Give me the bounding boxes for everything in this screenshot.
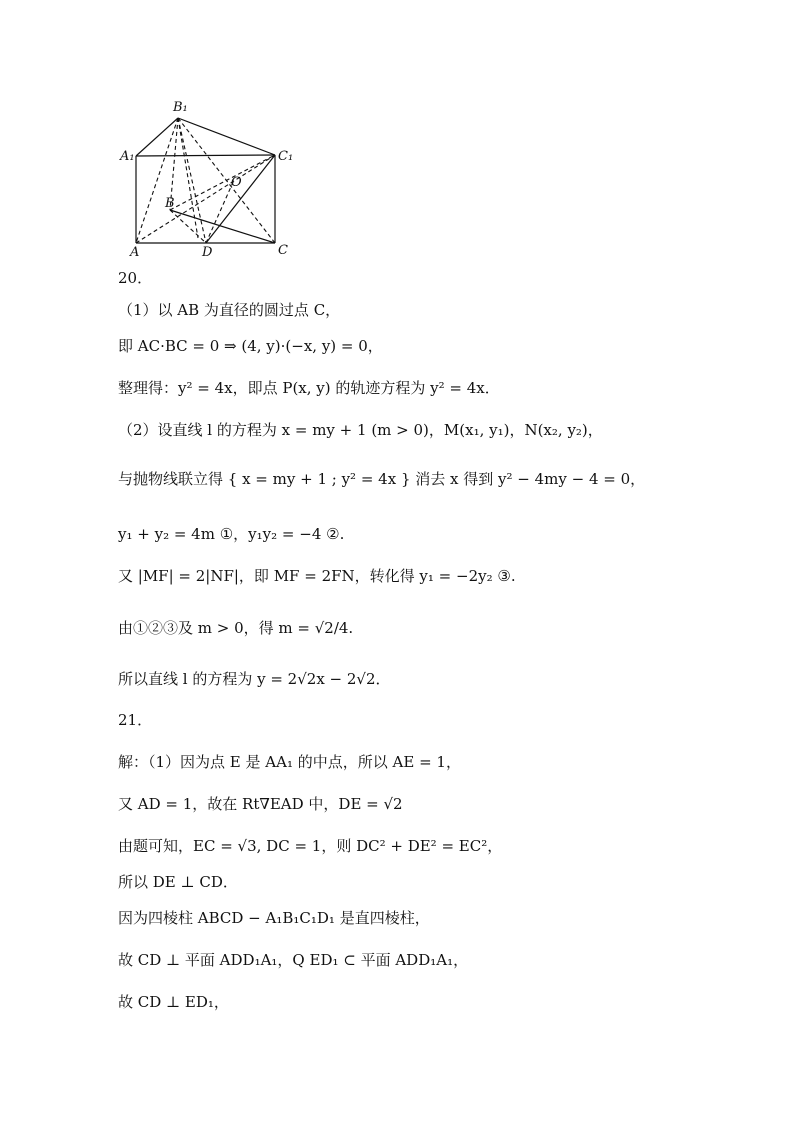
edge-B-C	[170, 210, 275, 243]
label-B1: B₁	[173, 100, 188, 115]
label-O: O	[231, 175, 242, 190]
edge-A1-B1	[136, 118, 178, 156]
line-20-part1: （1）以 AB 为直径的圆过点 C，	[118, 301, 341, 319]
line-20-solve-m: 由①②③及 m > 0，得 m = √2/4.	[118, 619, 354, 637]
edge-A1-C1	[136, 155, 275, 156]
line-20-part2: （2）设直线 l 的方程为 x = my + 1 (m > 0)，M(x₁, y₁)，N(x₂, y₂)，	[118, 421, 603, 439]
label-D: D	[202, 245, 213, 260]
prism-figure	[118, 98, 303, 260]
label-C: C	[278, 243, 288, 258]
line-20-ratio: 又 |MF| = 2|NF|，即 MF = 2FN，转化得 y₁ = −2y₂ ③.	[118, 567, 516, 585]
label-A: A	[130, 245, 140, 260]
line-20-answer: 所以直线 l 的方程为 y = 2√2x − 2√2．	[118, 670, 391, 688]
line-21-plane: 故 CD ⊥ 平面 ADD₁A₁，Q ED₁ ⊂ 平面 ADD₁A₁，	[118, 951, 469, 969]
line-21-perpendicular: 所以 DE ⊥ CD．	[118, 873, 238, 891]
line-20-dot-product: 即 AC·BC = 0 ⇒ (4, y)·(−x, y) = 0，	[118, 337, 383, 355]
line-21-de: 又 AD = 1，故在 Rt∇EAD 中，DE = √2	[118, 795, 403, 813]
line-20-vieta: y₁ + y₂ = 4m ①，y₁y₂ = −4 ②.	[118, 525, 345, 543]
label-C1: C₁	[278, 149, 294, 164]
line-21-prism: 因为四棱柱 ABCD − A₁B₁C₁D₁ 是直四棱柱，	[118, 909, 430, 927]
line-problem-21: 21．	[118, 711, 153, 729]
line-20-system: 与抛物线联立得 { x = my + 1 ; y² = 4x } 消去 x 得到 y² − 4my − 4 = 0，	[118, 470, 646, 488]
line-21-pythagoras: 由题可知，EC = √3, DC = 1，则 DC² + DE² = EC²，	[118, 837, 503, 855]
line-21-part1: 解：（1）因为点 E 是 AA₁ 的中点，所以 AE = 1，	[118, 753, 461, 771]
label-A1: A₁	[120, 149, 135, 164]
dash-A-C1	[136, 155, 275, 243]
label-B: B	[165, 196, 175, 211]
dash-B-D	[170, 210, 206, 243]
line-problem-20: 20．	[118, 269, 153, 287]
line-20-trajectory: 整理得：y² = 4x，即点 P(x, y) 的轨迹方程为 y² = 4x．	[118, 379, 500, 397]
line-21-conclusion: 故 CD ⊥ ED₁，	[118, 993, 229, 1011]
